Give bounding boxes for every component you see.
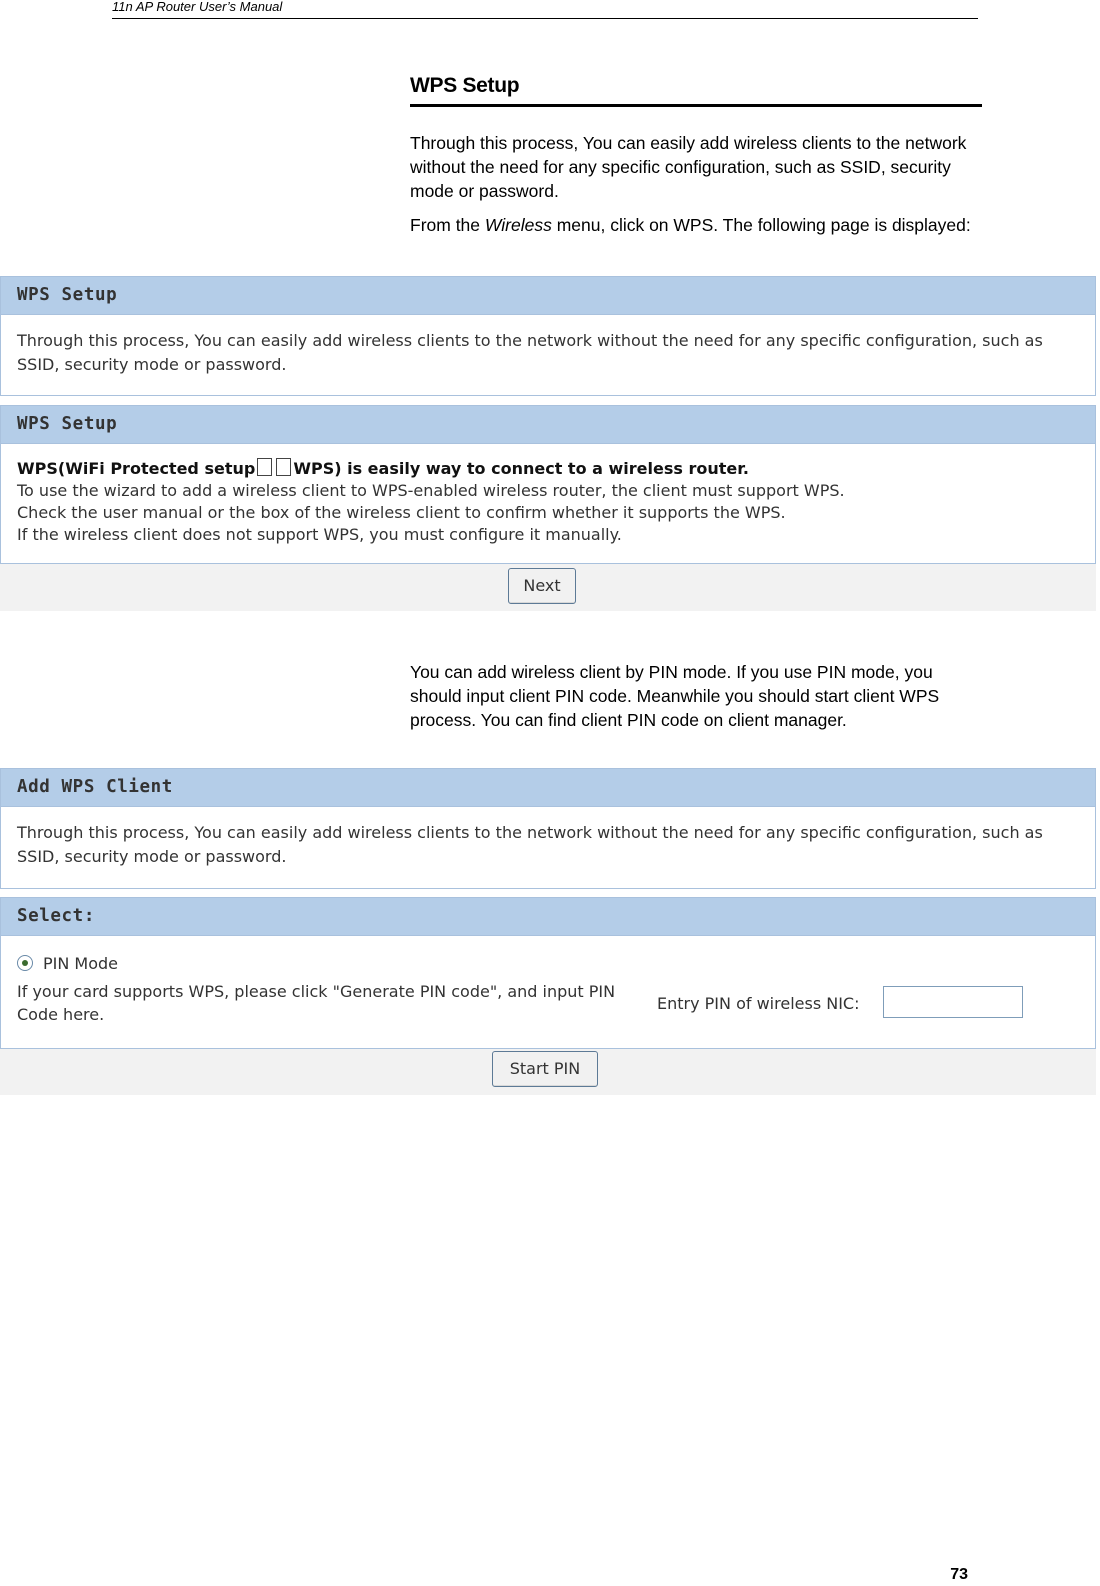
unknown-glyph-icon [276,458,291,476]
unknown-glyph-icon [257,458,272,476]
select-content [1,936,1095,1042]
pin-mode-label: PIN Mode [43,954,119,973]
panel-description: Through this process, You can easily add wireless clients to the network without the need for any specific configuration, such as SSID, security mode or password. [17,331,1043,374]
panel-title: Select: [1,898,1095,936]
wps-heading-part-2: WPS) is easily way to connect to a wireless router. [293,459,749,478]
wps-heading [17,458,1079,480]
wps-setup-panel [0,405,1096,564]
page-number: 73 [950,1566,968,1583]
instruction-paragraph [410,213,975,237]
button-bar [0,564,1096,611]
intro-paragraph: Through this process, You can easily add wireless clients to the network without the need for any specific configuration, such as SSID, security mode or password. [410,133,967,201]
wireless-menu-name: Wireless [484,215,552,235]
select-panel [0,897,1096,1049]
wps-line-3: If the wireless client does not support WPS, you must configure it manually. [17,525,622,544]
entry-pin-label: Entry PIN of wireless NIC: [657,994,860,1013]
pin-mode-paragraph: You can add wireless client by PIN mode. If you use PIN mode, you should input client PIN code. Meanwhile you should start client WPS process. You can find client PIN code on client manager. [410,662,940,730]
wps-line-2: Check the user manual or the box of the wireless client to confirm whether it supports the WPS. [17,503,786,522]
wps-heading-part-1: WPS(WiFi Protected setup [17,459,256,478]
pin-input[interactable] [883,986,1023,1018]
panel-title: Add WPS Client [1,769,1095,807]
add-wps-client-panel [0,768,1096,889]
panel-description: Through this process, You can easily add wireless clients to the network without the need for any specific configuration, such as SSID, security mode or password. [17,823,1043,866]
instruction-prefix: From the [410,215,485,235]
wps-line-1: To use the wizard to add a wireless client to WPS-enabled wireless router, the client must support WPS. [17,481,845,500]
button-bar [0,1049,1096,1095]
pin-help-text: If your card supports WPS, please click "Generate PIN code", and input PIN Code here. [17,982,616,1024]
panel-title: WPS Setup [1,406,1095,444]
running-header [112,0,978,19]
start-pin-button[interactable]: Start PIN [492,1051,598,1087]
wps-info-panel [0,276,1096,396]
radio-selected-icon[interactable] [17,955,33,971]
panel-title: WPS Setup [1,277,1095,315]
manual-title: 11n AP Router User’s Manual [112,0,283,14]
section-heading: WPS Setup [410,74,982,107]
next-button[interactable]: Next [508,568,576,604]
instruction-suffix: menu, click on WPS. The following page is displayed: [551,215,971,235]
wps-explanation [1,444,1095,546]
pin-mode-option[interactable] [17,952,1079,976]
